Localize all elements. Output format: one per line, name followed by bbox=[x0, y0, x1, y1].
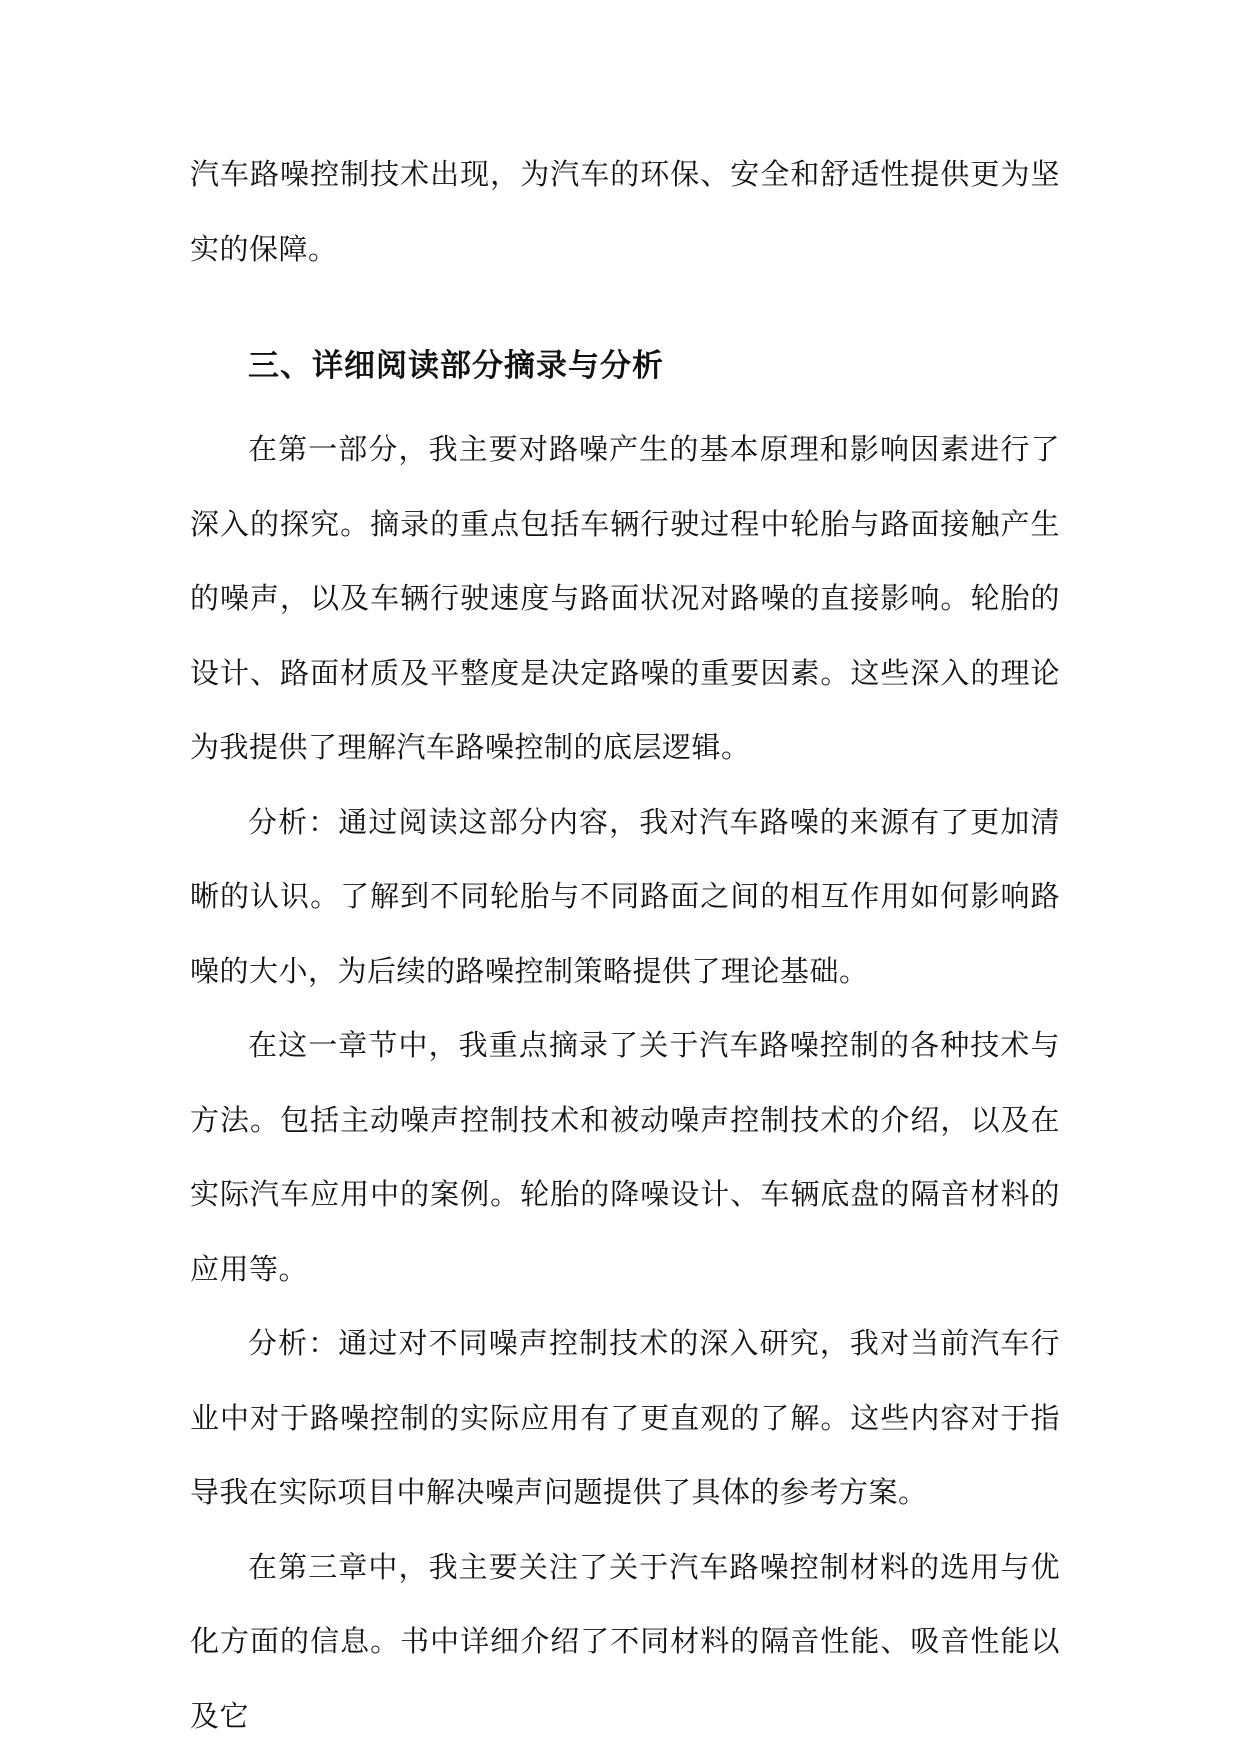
document-body bbox=[190, 137, 1060, 1753]
section-heading: 三、详细阅读部分摘录与分析 bbox=[248, 348, 664, 384]
paragraph-analysis-two: 分析：通过对不同噪声控制技术的深入研究，我对当前汽车行业中对于路噪控制的实际应用有了更直观的了解。这些内容对于指导我在实际项目中解决噪声问题提供了具体的参考方案。 bbox=[190, 1326, 1060, 1509]
paragraph-chapter-three: 在第三章中，我主要关注了关于汽车路噪控制材料的选用与优化方面的信息。书中详细介绍了不同材料的隔音性能、吸音性能以及它 bbox=[190, 1549, 1060, 1733]
paragraph-chapter-techniques: 在这一章节中，我重点摘录了关于汽车路噪控制的各种技术与方法。包括主动噪声控制技术和被动噪声控制技术的介绍，以及在实际汽车应用中的案例。轮胎的降噪设计、车辆底盘的隔音材料的应用等。 bbox=[190, 1028, 1060, 1286]
paragraph-analysis-one: 分析：通过阅读这部分内容，我对汽车路噪的来源有了更加清晰的认识。了解到不同轮胎与不同路面之间的相互作用如何影响路噪的大小，为后续的路噪控制策略提供了理论基础。 bbox=[190, 804, 1060, 988]
paragraph-continuation: 汽车路噪控制技术出现，为汽车的环保、安全和舒适性提供更为坚实的保障。 bbox=[190, 157, 1060, 266]
paragraph-part-one: 在第一部分，我主要对路噪产生的基本原理和影响因素进行了深入的探究。摘录的重点包括车辆行驶过程中轮胎与路面接触产生的噪声，以及车辆行驶速度与路面状况对路噪的直接影响。轮胎的设计、路面材质及平整度是决定路噪的重要因素。这些深入的理论为我提供了理解汽车路噪控制的底层逻辑。 bbox=[190, 432, 1060, 764]
